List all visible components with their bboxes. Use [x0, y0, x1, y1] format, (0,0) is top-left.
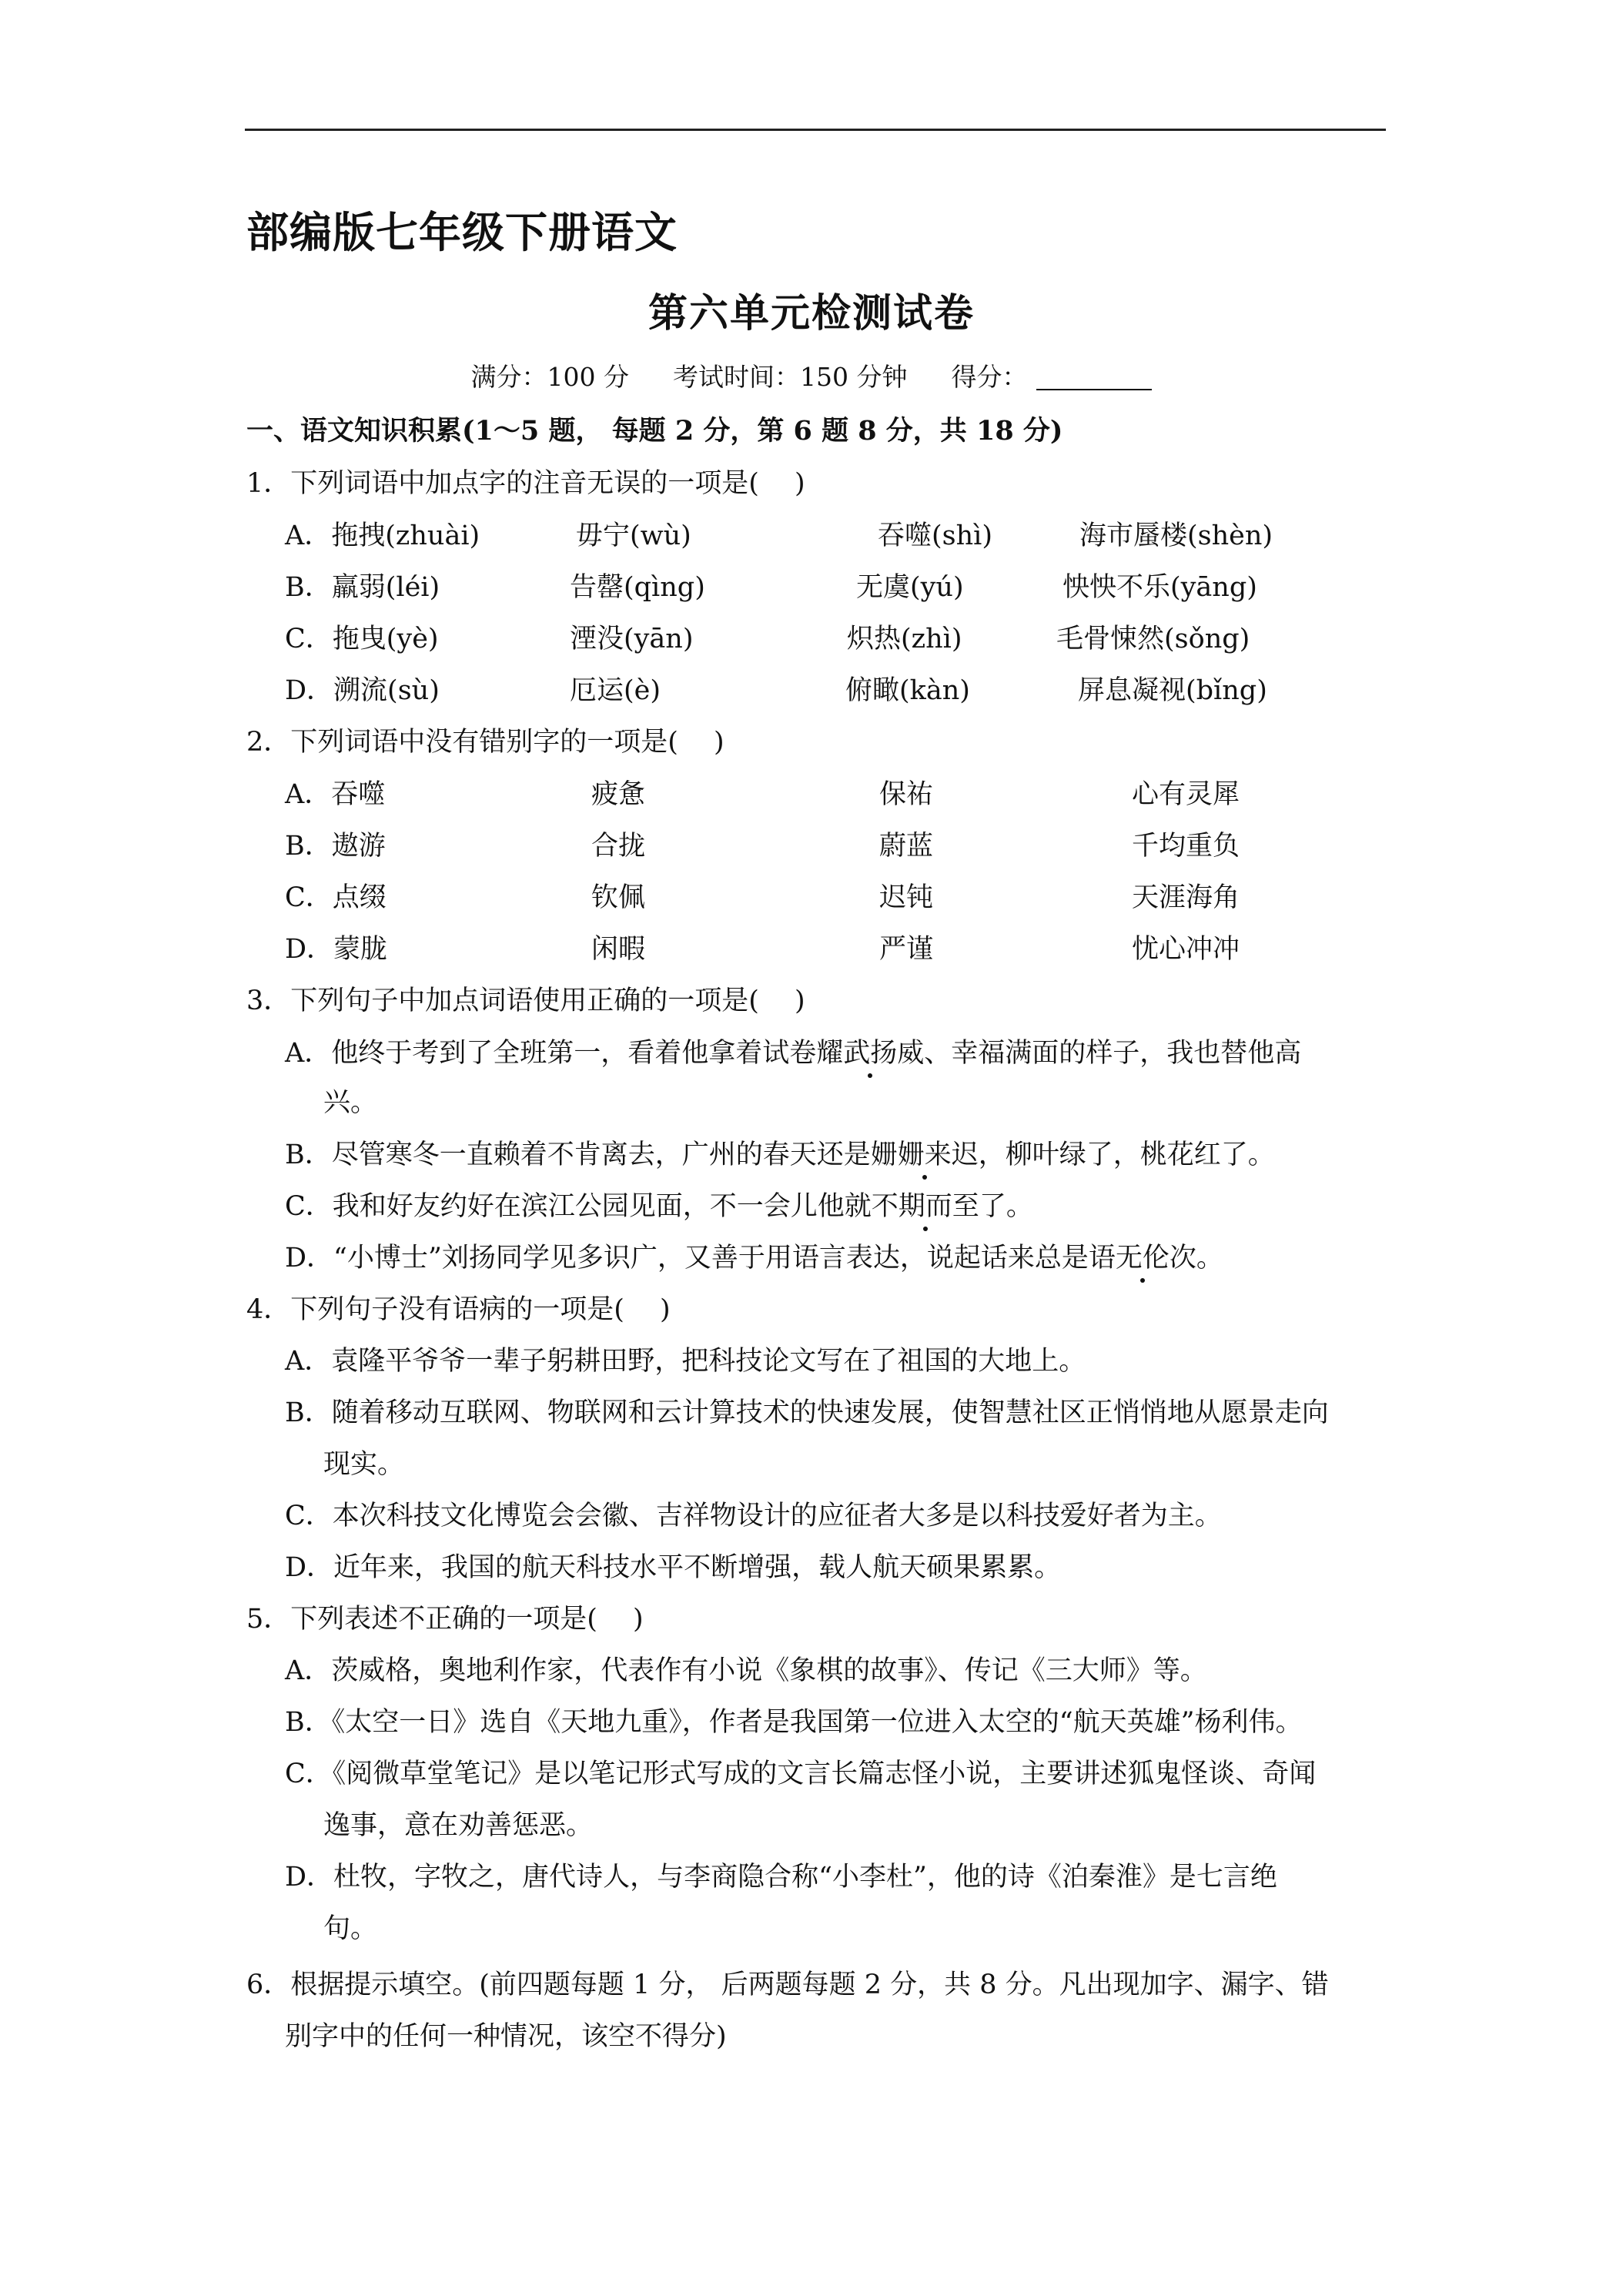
question-1-stem: 1．下列词语中加点字的注音无误的一项是( ): [246, 468, 805, 499]
q2-a-1: A．吞噬: [285, 779, 386, 810]
q1-b-4: 怏怏不乐(yāng): [1062, 572, 1257, 603]
q1-b-3: 无虞(yú): [856, 572, 964, 603]
question-5-stem: 5．下列表述不正确的一项是( ): [246, 1604, 644, 1635]
section-heading: 一、语文知识积累(1～5 题， 每题 2 分，第 6 题 8 分，共 18 分): [246, 415, 1063, 447]
q1-c-3: 炽热(zhì): [847, 624, 962, 654]
question-6-stem-cont: 别字中的任何一种情况，该空不得分): [285, 2021, 727, 2052]
q2-c-1: C．点缀: [285, 882, 387, 913]
q4-option-c: C．本次科技文化博览会会徽、吉祥物设计的应征者大多是以科技爱好者为主。: [285, 1501, 1222, 1531]
header-rule: [245, 129, 1386, 131]
exam-title: 第六单元检测试卷: [648, 290, 975, 336]
full-score: 满分：100 分: [470, 362, 629, 392]
q3-option-c: C．我和好友约好在滨江公园见面，不一会儿他就不期而至了。: [285, 1191, 1033, 1222]
question-6-stem: 6．根据提示填空。(前四题每题 1 分， 后两题每题 2 分，共 8 分。凡出现加字、漏字、错: [246, 1970, 1329, 2000]
q3-c-dotted-idiom: 不期而至: [871, 1191, 979, 1222]
q2-b-3: 蔚蓝: [879, 831, 934, 862]
q1-c-1: C．拖曳(yè): [285, 624, 439, 654]
q5-option-c: C．《阅微草堂笔记》是以笔记形式写成的文言长篇志怪小说，主要讲述狐鬼怪谈、奇闻: [285, 1759, 1317, 1789]
q4-option-b-cont: 现实。: [323, 1449, 405, 1480]
q1-b-2: 告罄(qìng): [570, 572, 705, 603]
q5-option-a: A．茨威格，奥地利作家，代表作有小说《象棋的故事》、传记《三大师》等。: [285, 1655, 1207, 1686]
score-blank[interactable]: [1036, 389, 1152, 390]
q1-d-4: 屏息凝视(bǐng): [1078, 675, 1267, 706]
q2-c-3: 迟钝: [879, 882, 934, 913]
q1-c-4: 毛骨悚然(sǒng): [1056, 624, 1250, 654]
q1-d-1: D．溯流(sù): [285, 675, 440, 706]
q4-option-b: B．随着移动互联网、物联网和云计算技术的快速发展，使智慧社区正悄悄地从愿景走向: [285, 1397, 1329, 1428]
q2-d-4: 忧心冲冲: [1132, 934, 1240, 965]
q2-c-4: 天涯海角: [1132, 882, 1240, 913]
q2-b-4: 千均重负: [1132, 831, 1240, 862]
exam-duration: 考试时间：150 分钟: [673, 362, 908, 392]
q5-option-d: D．杜牧，字牧之，唐代诗人，与李商隐合称“小李杜”，他的诗《泊秦淮》是七言绝: [285, 1862, 1277, 1893]
q1-d-2: 厄运(è): [570, 675, 661, 706]
q1-a-2: 毋宁(wù): [576, 520, 691, 551]
q1-b-1: B．羸弱(léi): [285, 572, 440, 603]
q2-d-2: 闲暇: [591, 934, 646, 965]
book-title: 部编版七年级下册语文: [246, 207, 678, 257]
q4-option-a: A．袁隆平爷爷一辈子躬耕田野，把科技论文写在了祖国的大地上。: [285, 1346, 1086, 1377]
q3-a-dotted-idiom: 耀武扬威: [816, 1038, 925, 1069]
q1-a-4: 海市蜃楼(shèn): [1079, 520, 1273, 551]
q3-option-a: A．他终于考到了全班第一，看着他拿着试卷耀武扬威、幸福满面的样子，我也替他高: [285, 1038, 1302, 1069]
q1-d-3: 俯瞰(kàn): [845, 675, 970, 706]
q2-d-1: D．蒙胧: [285, 934, 388, 965]
question-3-stem: 3．下列句子中加点词语使用正确的一项是( ): [246, 986, 805, 1016]
question-4-stem: 4．下列句子没有语病的一项是( ): [246, 1294, 671, 1325]
score-label: 得分：: [951, 362, 1028, 392]
q5-option-b: B．《太空一日》选自《天地九重》，作者是我国第一位进入太空的“航天英雄”杨利伟。: [285, 1707, 1303, 1738]
q1-c-2: 湮没(yān): [570, 624, 694, 654]
q2-b-1: B．遨游: [285, 831, 386, 862]
q4-option-d: D．近年来，我国的航天科技水平不断增强，载人航天硕果累累。: [285, 1552, 1062, 1583]
q1-a-3: 吞噬(shì): [878, 520, 993, 551]
q5-option-c-cont: 逸事，意在劝善惩恶。: [323, 1810, 594, 1841]
exam-info: [0, 357, 1623, 393]
q2-c-2: 钦佩: [591, 882, 646, 913]
q5-option-d-cont: 句。: [323, 1913, 378, 1944]
q3-b-dotted-idiom: 姗姗来迟: [870, 1140, 979, 1170]
q2-b-2: 合拢: [591, 831, 646, 862]
q3-option-a-cont: 兴。: [323, 1087, 378, 1118]
q3-d-dotted-idiom: 语无伦次: [1088, 1243, 1196, 1274]
q2-a-4: 心有灵犀: [1132, 779, 1240, 810]
q3-option-b: B．尽管寒冬一直赖着不肯离去，广州的春天还是姗姗来迟，柳叶绿了，桃花红了。: [285, 1140, 1275, 1170]
question-2-stem: 2．下列词语中没有错别字的一项是( ): [246, 727, 724, 758]
q2-a-3: 保祐: [879, 779, 934, 810]
q2-a-2: 疲惫: [591, 779, 646, 810]
q2-d-3: 严谨: [879, 934, 934, 965]
q3-option-d: D．“小博士”刘扬同学见多识广，又善于用语言表达，说起话来总是语无伦次。: [285, 1243, 1223, 1274]
q1-a-1: A．拖拽(zhuài): [285, 520, 480, 551]
